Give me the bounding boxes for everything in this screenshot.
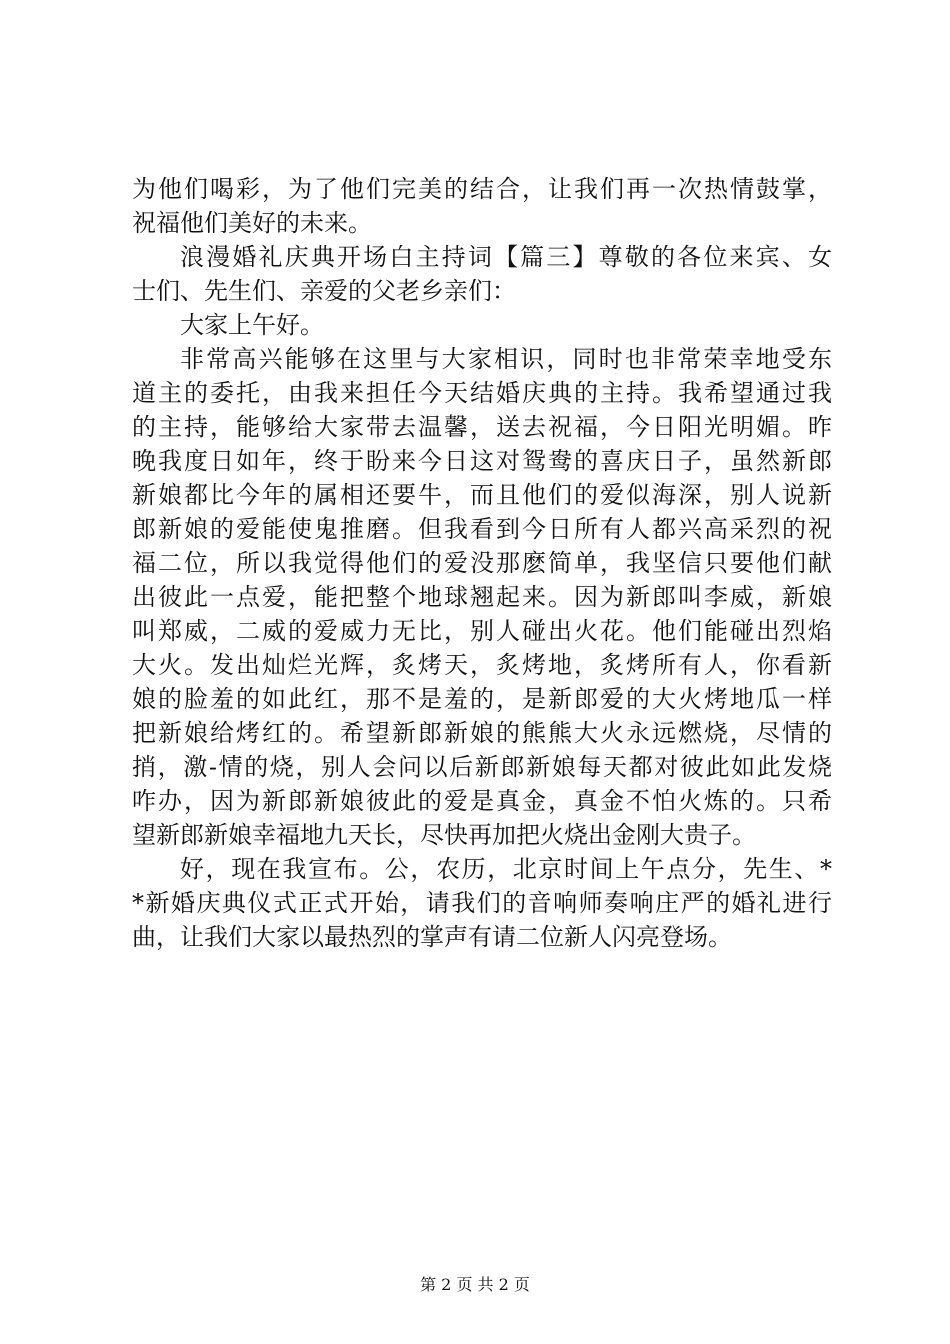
text-line: 新娘都比今年的属相还要牛，而且他们的爱似海深，别人说新	[132, 481, 832, 509]
text-line: 大火。发出灿烂光辉，炙烤天，炙烤地，炙烤所有人，你看新	[132, 651, 832, 679]
text-line: 娘的脸羞的如此红，那不是羞的，是新郎爱的大火烤地瓜一样	[132, 685, 832, 713]
text-line: 曲，让我们大家以最热烈的掌声有请二位新人闪亮登场。	[132, 923, 732, 951]
text-line: 好，现在我宣布。公，农历，北京时间上午点分，先生、*	[180, 855, 832, 883]
text-line: 非常高兴能够在这里与大家相识，同时也非常荣幸地受东	[180, 345, 832, 373]
text-line: 士们、先生们、亲爱的父老乡亲们：	[132, 277, 516, 305]
text-line: 晚我度日如年，终于盼来今日这对鸳鸯的喜庆日子，虽然新郎	[132, 447, 832, 475]
text-line: 道主的委托，由我来担任今天结婚庆典的主持。我希望通过我	[132, 379, 832, 407]
text-line: 把新娘给烤红的。希望新郎新娘的熊熊大火永远燃烧，尽情的	[132, 719, 832, 747]
text-line: 浪漫婚礼庆典开场白主持词【篇三】尊敬的各位来宾、女	[180, 243, 832, 271]
text-line: 出彼此一点爱，能把整个地球翘起来。因为新郎叫李威，新娘	[132, 583, 832, 611]
text-line: 大家上午好。	[180, 311, 324, 339]
page-footer: 第 2 页 共 2 页	[420, 1275, 530, 1294]
text-line: 为他们喝彩，为了他们完美的结合，让我们再一次热情鼓掌，	[132, 175, 832, 203]
document-body	[132, 172, 832, 954]
text-line: 福二位，所以我觉得他们的爱没那麽简单，我坚信只要他们献	[132, 549, 832, 577]
text-line: 叫郑威，二威的爱威力无比，别人碰出火花。他们能碰出烈焰	[132, 617, 832, 645]
text-line: 的主持，能够给大家带去温馨，送去祝福，今日阳光明媚。昨	[132, 413, 832, 441]
text-line: 望新郎新娘幸福地九天长，尽快再加把火烧出金刚大贵子。	[132, 821, 756, 849]
text-line: 祝福他们美好的未来。	[132, 209, 372, 237]
text-line: 捎，激-情的烧，别人会问以后新郎新娘每天都对彼此如此发烧	[132, 753, 832, 781]
text-line: *新婚庆典仪式正式开始，请我们的音响师奏响庄严的婚礼进行	[132, 889, 832, 917]
text-line: 郎新娘的爱能使鬼推磨。但我看到今日所有人都兴高采烈的祝	[132, 515, 832, 543]
text-line: 咋办，因为新郎新娘彼此的爱是真金，真金不怕火炼的。只希	[132, 787, 832, 815]
